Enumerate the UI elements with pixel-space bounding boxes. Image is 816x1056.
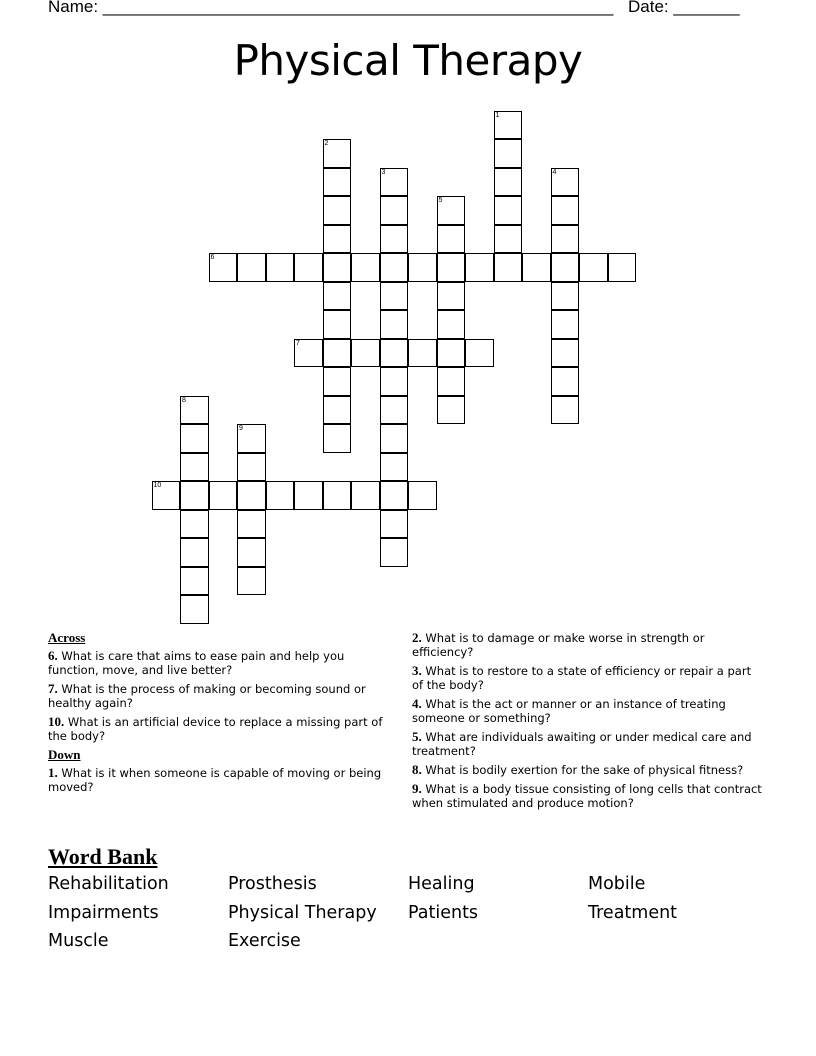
grid-cell[interactable] [437, 225, 466, 254]
clue-text: What is to damage or make worse in strength or efficiency? [412, 631, 705, 659]
grid-cell[interactable] [551, 339, 580, 368]
clue-text: What is an artificial device to replace a missing part of the body? [48, 715, 383, 743]
clue-across-10 [48, 715, 398, 743]
grid-cell[interactable] [237, 253, 266, 282]
grid-cell-number: 3 [381, 168, 386, 176]
name-field-label: Name: ______________________________________________________ [48, 0, 614, 16]
grid-cell[interactable] [237, 567, 266, 596]
clue-text: What is to restore to a state of efficiency or repair a part of the body? [412, 664, 752, 692]
grid-cell[interactable] [237, 481, 266, 510]
grid-cell-number: 6 [210, 254, 215, 261]
grid-cell[interactable] [209, 253, 238, 282]
page-title: Physical Therapy [233, 36, 583, 85]
grid-cell[interactable] [494, 225, 523, 254]
word-bank-item: Treatment [588, 903, 678, 923]
grid-cell[interactable] [380, 310, 409, 339]
grid-cell[interactable] [380, 424, 409, 453]
grid-cell[interactable] [180, 510, 209, 539]
grid-cell[interactable] [437, 196, 466, 225]
grid-cell[interactable] [408, 481, 437, 510]
clue-text: What is it when someone is capable of moving or being moved? [48, 766, 382, 794]
grid-cell[interactable] [237, 538, 266, 567]
grid-cell[interactable] [380, 481, 409, 510]
grid-cell-number: 1 [495, 111, 500, 119]
word-bank-item: Physical Therapy [228, 903, 377, 923]
word-bank-title: Word Bank [48, 844, 158, 869]
date-field-label: Date: _______ [628, 0, 740, 16]
grid-cell[interactable] [608, 253, 637, 282]
grid-cell[interactable] [237, 510, 266, 539]
grid-cell[interactable] [579, 253, 608, 282]
grid-cell[interactable] [551, 225, 580, 254]
grid-cell[interactable] [380, 225, 409, 254]
grid-cell-number: 8 [182, 396, 186, 404]
clue-text: What is the act or manner or an instance of treating someone or something? [412, 697, 726, 725]
grid-cell[interactable] [437, 339, 466, 368]
grid-cell[interactable] [323, 196, 352, 225]
word-bank-item: Mobile [588, 874, 646, 894]
grid-cell[interactable] [551, 168, 580, 197]
grid-cell[interactable] [437, 396, 466, 425]
clue-text: What is bodily exertion for the sake of physical fitness? [425, 763, 744, 777]
clue-down-1 [48, 766, 398, 794]
grid-cell[interactable] [266, 481, 295, 510]
clue-column-left [48, 631, 398, 799]
grid-cell-number: 10 [153, 482, 162, 489]
grid-cell[interactable] [180, 453, 209, 482]
grid-cell[interactable] [465, 253, 494, 282]
clue-down-5 [412, 730, 762, 758]
grid-cell[interactable] [294, 481, 323, 510]
clue-down-9 [412, 782, 762, 810]
grid-cell[interactable] [351, 253, 380, 282]
grid-cell[interactable] [294, 339, 323, 368]
clue-down-3 [412, 664, 762, 692]
grid-cell[interactable] [351, 339, 380, 368]
clue-number: 5. [412, 729, 422, 744]
grid-cell[interactable] [323, 310, 352, 339]
grid-cell[interactable] [180, 481, 209, 510]
grid-cell[interactable] [237, 453, 266, 482]
grid-cell-number: 2 [324, 140, 329, 147]
grid-cell[interactable] [494, 168, 523, 197]
word-bank-item: Rehabilitation [48, 874, 169, 894]
grid-cell[interactable] [551, 310, 580, 339]
grid-cell-number: 7 [296, 339, 300, 347]
clue-number: 4. [412, 696, 422, 711]
grid-cell[interactable] [551, 282, 580, 311]
grid-cell[interactable] [380, 339, 409, 368]
grid-cell[interactable] [465, 339, 494, 368]
clue-text: What is a body tissue consisting of long cells that contract when stimulated and produce motion? [412, 782, 762, 810]
grid-cell[interactable] [180, 538, 209, 567]
clue-text: What is care that aims to ease pain and help you function, move, and live better? [48, 649, 345, 677]
grid-cell[interactable] [351, 481, 380, 510]
grid-cell[interactable] [323, 481, 352, 510]
grid-cell-number: 5 [438, 197, 443, 204]
grid-cell[interactable] [323, 253, 352, 282]
grid-cell[interactable] [494, 253, 523, 282]
grid-cell[interactable] [180, 567, 209, 596]
grid-cell[interactable] [437, 282, 466, 311]
grid-cell[interactable] [380, 168, 409, 197]
clue-number: 1. [48, 765, 58, 780]
grid-cell[interactable] [323, 367, 352, 396]
grid-cell[interactable] [294, 253, 323, 282]
grid-cell[interactable] [551, 396, 580, 425]
grid-cell[interactable] [323, 339, 352, 368]
grid-cell[interactable] [266, 253, 295, 282]
grid-cell[interactable] [380, 453, 409, 482]
grid-cell-number: 4 [552, 168, 557, 176]
grid-cell[interactable] [323, 396, 352, 425]
clue-text: What is the process of making or becoming sound or healthy again? [48, 682, 366, 710]
grid-cell[interactable] [323, 282, 352, 311]
grid-cell[interactable] [408, 253, 437, 282]
grid-cell[interactable] [551, 367, 580, 396]
grid-cell[interactable] [380, 367, 409, 396]
clue-number: 8. [412, 762, 422, 777]
clue-number: 9. [412, 781, 422, 796]
clue-number: 7. [48, 681, 58, 696]
grid-cell[interactable] [180, 396, 209, 425]
clue-number: 3. [412, 663, 422, 678]
down-heading: Down [48, 747, 81, 762]
across-heading: Across [48, 630, 86, 645]
grid-cell[interactable] [323, 225, 352, 254]
clue-down-2 [412, 631, 762, 659]
clue-number: 10. [48, 714, 65, 729]
grid-cell[interactable] [494, 196, 523, 225]
word-bank-item: Muscle [48, 931, 109, 951]
clue-down-4 [412, 697, 762, 725]
grid-cell[interactable] [152, 481, 181, 510]
grid-cell[interactable] [323, 139, 352, 168]
grid-cell[interactable] [522, 253, 551, 282]
grid-cell[interactable] [323, 424, 352, 453]
clue-across-7 [48, 682, 398, 710]
grid-cell[interactable] [380, 196, 409, 225]
grid-cell[interactable] [180, 424, 209, 453]
clue-text: What are individuals awaiting or under medical care and treatment? [412, 730, 752, 758]
grid-cell[interactable] [437, 310, 466, 339]
grid-cell[interactable] [437, 253, 466, 282]
grid-cell-number: 9 [239, 425, 243, 432]
grid-cell[interactable] [380, 538, 409, 567]
grid-cell[interactable] [380, 282, 409, 311]
grid-cell[interactable] [323, 168, 352, 197]
word-bank-item: Healing [408, 874, 475, 894]
word-bank-item: Exercise [228, 931, 301, 951]
grid-cell[interactable] [494, 139, 523, 168]
clue-number: 2. [412, 630, 422, 645]
grid-cell[interactable] [408, 339, 437, 368]
grid-cell[interactable] [494, 111, 523, 140]
grid-cell[interactable] [551, 253, 580, 282]
grid-cell[interactable] [437, 367, 466, 396]
word-bank-item: Impairments [48, 903, 159, 923]
grid-cell[interactable] [380, 396, 409, 425]
grid-cell[interactable] [380, 253, 409, 282]
word-bank-item: Prosthesis [228, 874, 317, 894]
clue-number: 6. [48, 648, 58, 663]
clue-down-8 [412, 763, 762, 777]
grid-cell[interactable] [551, 196, 580, 225]
grid-cell[interactable] [237, 424, 266, 453]
word-bank-item: Patients [408, 903, 479, 923]
grid-cell[interactable] [380, 510, 409, 539]
grid-cell[interactable] [180, 595, 209, 624]
grid-cell[interactable] [209, 481, 238, 510]
clue-across-6 [48, 649, 398, 677]
clue-column-right [412, 631, 762, 815]
